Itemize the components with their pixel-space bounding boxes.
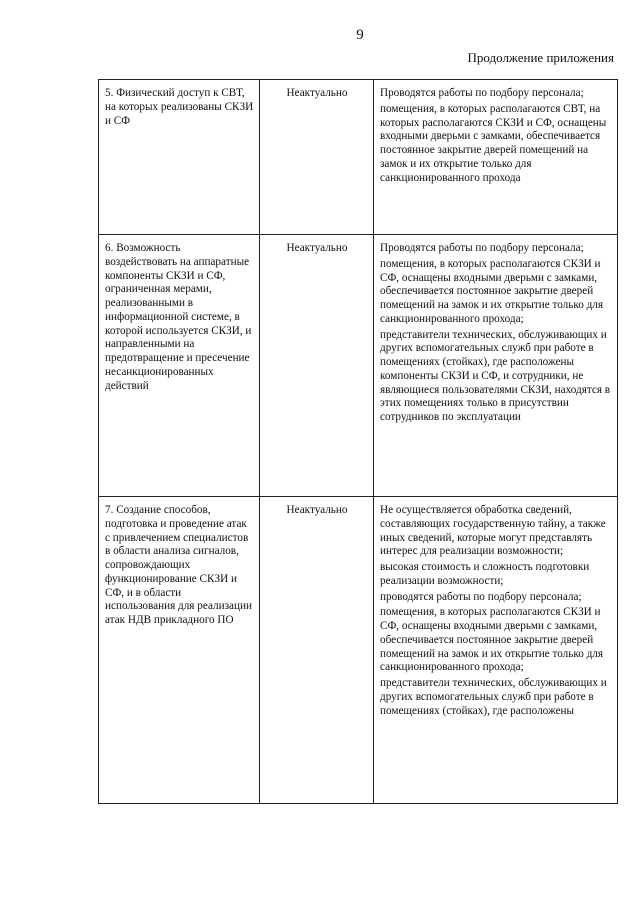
status-cell: Неактуально — [260, 235, 374, 497]
threats-table — [98, 79, 618, 804]
page-number: 9 — [356, 27, 364, 43]
table-row — [99, 235, 618, 497]
reason-item: представители технических, обслуживающих и других вспомогательных служб при работе в помещениях (стойках), где расположены компоненты СКЗИ и СФ, и сотрудники, не являющиеся пользователями СКЗИ, находятся в этих помещениях только в присутствии сотрудников по эксплуатации — [380, 328, 611, 424]
reason-item: помещения, в которых располагаются СКЗИ и СФ, оснащены входными дверьми с замками, обеспечивается постоянное закрытие дверей помещений на замок и их открытие только для санкционированного прохода; — [380, 606, 604, 674]
reason-item: помещения, в которых располагаются СКЗИ и СФ, оснащены входными дверьми с замками, обеспечивается постоянное закрытие дверей помещений на замок и их открытие только для санкционированного прохода; — [380, 257, 604, 325]
threat-cell: 7. Создание способов, подготовка и проведение атак с привлечением специалистов в области анализа сигналов, сопровождающих функционирование СКЗИ и СФ, и в области использования для реализации атак НДВ прикладного ПО — [99, 497, 260, 804]
threat-cell: 6. Возможность воздействовать на аппаратные компоненты СКЗИ и СФ, ограниченная мерами, реализованными в информационной системе, в которой используется СКЗИ, и направленными на предотвращение и пресечение несанкционированных действий — [99, 235, 260, 497]
reasons-cell — [374, 497, 618, 804]
reason-item: Не осуществляется обработка сведений, составляющих государственную тайну, а также иных сведений, которые могут представлять интерес для реализации возможности; — [380, 504, 606, 558]
reasons-cell — [374, 80, 618, 235]
reason-item: представители технических, обслуживающих и других вспомогательных служб при работе в помещениях (стойках), где расположены — [380, 677, 607, 717]
continuation-label: Продолжение приложения — [467, 50, 614, 65]
reason-item: помещения, в которых располагаются СВТ, на которых располагаются СКЗИ и СФ, оснащены входными дверьми с замками, обеспечивается постоянное закрытие дверей помещений на замок и их открытие только для санкционированного прохода — [380, 102, 607, 184]
table-row — [99, 80, 618, 235]
reason-item: проводятся работы по подбору персонала; — [380, 590, 582, 603]
status-cell: Неактуально — [260, 80, 374, 235]
status-cell: Неактуально — [260, 497, 374, 804]
threat-cell: 5. Физический доступ к СВТ, на которых реализованы СКЗИ и СФ — [99, 80, 260, 235]
reason-item: высокая стоимость и сложность подготовки реализации возможности; — [380, 561, 590, 587]
reason-item: Проводятся работы по подбору персонала; — [380, 242, 584, 254]
reasons-cell — [374, 235, 618, 497]
table-row — [99, 497, 618, 804]
reason-item: Проводятся работы по подбору персонала; — [380, 87, 584, 99]
